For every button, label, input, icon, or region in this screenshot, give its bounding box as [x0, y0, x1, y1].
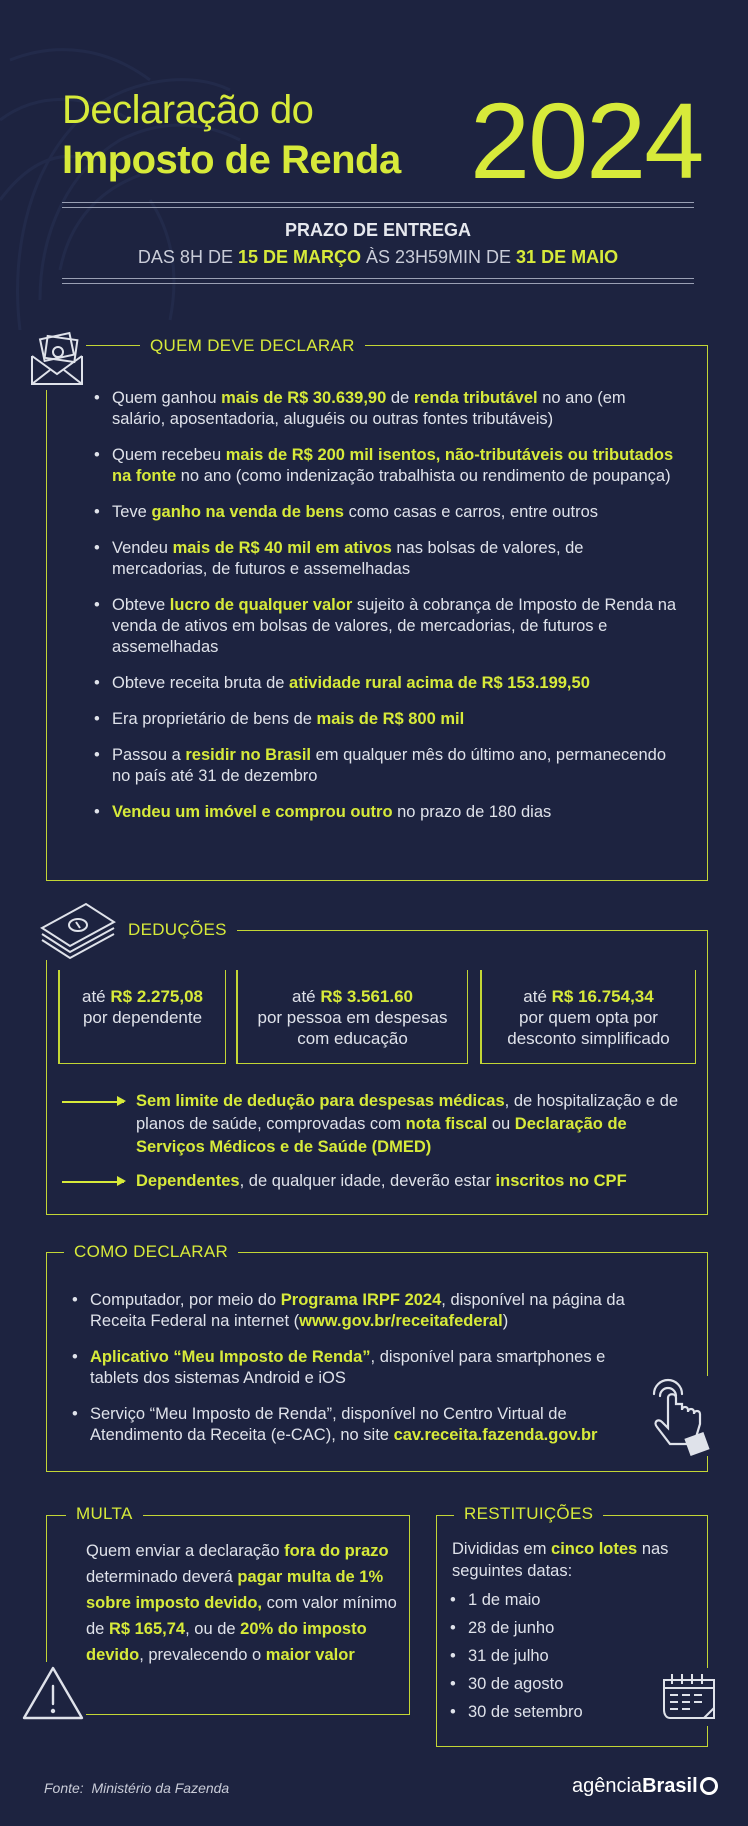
body-text: , disponível na página da Receita Federal na internet (	[90, 1291, 625, 1330]
deducao-pre: até	[292, 987, 321, 1006]
body-text: sujeito à cobrança de Imposto de Renda na venda de ativos em bolsas de valores, de mercadorias, de futuros e assemelhadas	[112, 596, 677, 656]
body-text: , disponível para smartphones e tablets dos sistemas Android e iOS	[90, 1348, 606, 1387]
datas-part: DAS 8H DE	[137, 247, 238, 267]
highlight-text: 20% do imposto devido	[86, 1620, 367, 1664]
deducao-value: R$ 2.275,08	[110, 987, 203, 1006]
prazo-label: PRAZO DE ENTREGA	[284, 220, 471, 240]
como-item	[68, 1347, 658, 1389]
deducao-desc: por dependente	[82, 1008, 203, 1027]
header-rule-bottom-2	[62, 283, 694, 284]
logo-part-b: Brasil	[642, 1775, 698, 1797]
money-stack-icon	[36, 898, 120, 960]
body-text: Computador, por meio do	[90, 1291, 281, 1309]
deducao-card-value-line	[238, 986, 467, 1007]
deducao-note	[136, 1090, 692, 1159]
highlight-text: nota fiscal	[405, 1115, 488, 1133]
body-text: no ano (em salário, aposentadoria, aluguéis ou outras fontes tributáveis)	[112, 389, 626, 428]
deducao-card-value-line	[60, 986, 225, 1007]
deducao-card-value-line	[482, 986, 695, 1007]
logo-circle-icon	[700, 1777, 718, 1795]
highlight-text: cav.receita.fazenda.gov.br	[393, 1426, 598, 1444]
multa-label: MULTA	[66, 1504, 143, 1524]
quem-item	[90, 802, 680, 823]
datas-part: ÀS 23H59MIN DE	[360, 247, 517, 267]
restituicao-date: • 30 de agosto	[446, 1674, 666, 1695]
arrow-icon	[62, 1181, 124, 1183]
deducao-pre: até	[82, 987, 111, 1006]
highlight-text: www.gov.br/receitafederal	[299, 1312, 503, 1330]
restituicoes-label: RESTITUIÇÕES	[454, 1504, 603, 1524]
body-text: como casas e carros, entre outros	[343, 503, 599, 521]
body-text: , prevalecendo o	[139, 1646, 266, 1664]
body-text: nas bolsas de valores, de mercadorias, de futuros e assemelhadas	[112, 539, 584, 578]
body-text: , ou de	[185, 1620, 241, 1638]
body-text: , de qualquer idade, deverão estar	[239, 1172, 496, 1190]
highlight-text: mais de R$ 200 mil isentos, não-tributáveis ou tributados na fonte	[112, 446, 674, 485]
body-text: Vendeu	[112, 539, 173, 557]
restituicoes-list	[446, 1590, 666, 1730]
restituicao-date: • 1 de maio	[446, 1590, 666, 1611]
highlight-text: Dependentes	[136, 1172, 240, 1190]
body-text: Obteve receita bruta de	[112, 674, 290, 692]
body-text: Divididas em	[452, 1540, 552, 1558]
body-text: de	[386, 389, 414, 407]
deducoes-label: DEDUÇÕES	[118, 920, 237, 940]
highlight-text: mais de R$ 40 mil em ativos	[172, 539, 392, 557]
title-year: 2024	[470, 80, 703, 201]
multa-text	[86, 1538, 406, 1668]
body-text: Serviço “Meu Imposto de Renda”, disponível no Centro Virtual de Atendimento da Receita (e-CAC), no site	[90, 1405, 567, 1444]
body-text: Passou a	[112, 746, 186, 764]
quem-item	[90, 502, 680, 523]
quem-list	[90, 388, 680, 838]
restituicoes-intro	[452, 1538, 692, 1582]
como-item	[68, 1290, 658, 1332]
highlight-text: Sem limite de dedução para despesas médicas	[136, 1092, 505, 1110]
como-item	[68, 1404, 658, 1446]
deducao-value: R$ 16.754,34	[551, 987, 654, 1006]
money-envelope-icon	[28, 330, 86, 390]
body-text: )	[502, 1312, 509, 1330]
body-text: com valor mínimo de	[86, 1594, 397, 1638]
quem-label: QUEM DEVE DECLARAR	[140, 336, 365, 356]
restituicao-date: • 28 de junho	[446, 1618, 666, 1639]
highlight-text: R$ 165,74	[108, 1620, 186, 1638]
header-rule-bottom	[62, 278, 694, 279]
highlight-text: Programa IRPF 2024	[280, 1291, 442, 1309]
quem-item	[90, 538, 680, 580]
quem-item	[90, 673, 680, 694]
deducao-value: R$ 3.561.60	[320, 987, 413, 1006]
como-label: COMO DECLARAR	[64, 1242, 238, 1262]
title-line-2: Imposto de Renda	[62, 138, 401, 182]
restituicao-date: • 31 de julho	[446, 1646, 666, 1667]
highlight-text: ganho na venda de bens	[151, 503, 344, 521]
logo-part-a: agência	[572, 1775, 643, 1797]
header-rule-top-2	[62, 207, 694, 208]
highlight-text: Aplicativo “Meu Imposto de Renda”	[90, 1348, 371, 1366]
highlight-text: residir no Brasil	[185, 746, 312, 764]
agencia-brasil-logo	[572, 1775, 718, 1798]
como-list	[68, 1290, 658, 1461]
restituicao-date: • 30 de setembro	[446, 1702, 666, 1723]
body-text: , de hospitalização e de planos de saúde, comprovadas com	[136, 1092, 679, 1133]
warning-icon	[20, 1662, 86, 1724]
quem-item	[90, 745, 680, 787]
body-text: nas seguintes datas:	[452, 1540, 669, 1580]
body-text: em qualquer mês do último ano, permanecendo no país até 31 de dezembro	[112, 746, 666, 785]
body-text: no ano (como indenização trabalhista ou rendimento de poupança)	[176, 467, 671, 485]
deducao-note	[136, 1170, 692, 1193]
highlight-text: mais de R$ 30.639,90	[221, 389, 387, 407]
highlight-text: cinco lotes	[551, 1540, 638, 1558]
highlight-text: atividade rural acima de R$ 153.199,50	[289, 674, 590, 692]
deducao-card	[480, 970, 696, 1064]
body-text: Quem recebeu	[112, 446, 226, 464]
prazo-datas	[62, 247, 694, 268]
body-text: Era proprietário de bens de	[112, 710, 317, 728]
body-text: Quem enviar a declaração	[86, 1542, 285, 1560]
highlight-text: maior valor	[265, 1646, 355, 1664]
deducao-desc: por pessoa em despesas com educação	[257, 1008, 448, 1048]
title-line-1: Declaração do	[62, 88, 314, 132]
arrow-icon	[62, 1101, 124, 1103]
highlight-text: fora do prazo	[284, 1542, 389, 1560]
highlight-text: Vendeu um imóvel e comprou outro	[112, 803, 393, 821]
quem-item	[90, 595, 680, 658]
tap-hand-icon	[644, 1376, 714, 1456]
deducao-desc: por quem opta por desconto simplificado	[507, 1008, 670, 1048]
body-text: no prazo de 180 dias	[392, 803, 552, 821]
body-text: Obteve	[112, 596, 170, 614]
fonte	[44, 1780, 229, 1796]
highlight-text: Declaração de Serviços Médicos e de Saúde (DMED)	[136, 1115, 627, 1156]
header-rule-top	[62, 202, 694, 203]
fonte-label: Fonte:	[44, 1780, 84, 1796]
datas-start-date: 15 DE MARÇO	[237, 247, 361, 267]
highlight-text: inscritos no CPF	[495, 1172, 627, 1190]
calendar-icon	[658, 1668, 722, 1726]
body-text: Quem ganhou	[112, 389, 222, 407]
deducao-card	[236, 970, 468, 1064]
body-text: Teve	[112, 503, 152, 521]
highlight-text: mais de R$ 800 mil	[316, 710, 465, 728]
highlight-text: lucro de qualquer valor	[169, 596, 353, 614]
quem-item	[90, 445, 680, 487]
deducao-card	[58, 970, 226, 1064]
body-text: ou	[487, 1115, 515, 1133]
highlight-text: pagar multa de 1% sobre imposto devido,	[86, 1568, 384, 1612]
quem-item	[90, 709, 680, 730]
datas-end-date: 31 DE MAIO	[516, 247, 619, 267]
quem-item	[90, 388, 680, 430]
highlight-text: renda tributável	[413, 389, 538, 407]
body-text: determinado deverá	[86, 1568, 238, 1586]
deducao-pre: até	[523, 987, 552, 1006]
fonte-value: Ministério da Fazenda	[91, 1780, 230, 1796]
